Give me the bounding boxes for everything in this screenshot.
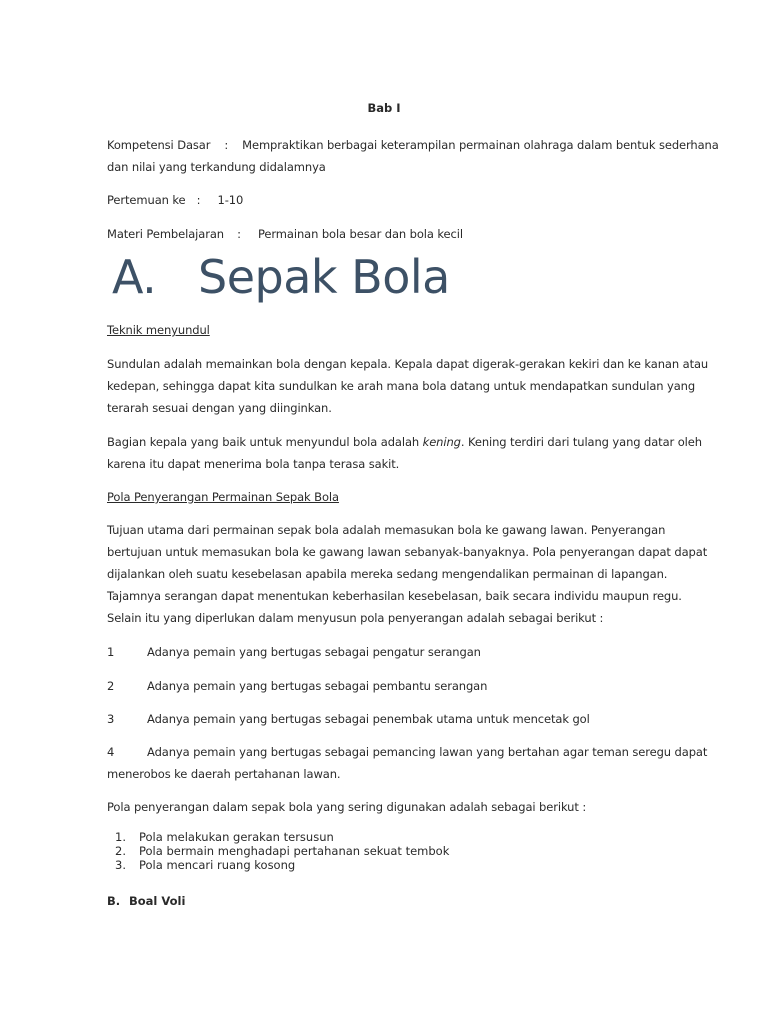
ordered-item-number: 2. [115,844,126,858]
kompetensi-value: Mempraktikan berbagai keterampilan permainan olahraga dalam bentuk sederhana [242,138,719,152]
kompetensi-line [107,138,719,152]
numbered-item-number: 4 [107,745,115,759]
para2-after: . Kening terdiri dari tulang yang datar oleh [460,435,702,449]
numbered-item-text: Adanya pemain yang bertugas sebagai pemancing lawan yang bertahan agar teman seregu dapat [147,745,708,759]
para2-before: Bagian kepala yang baik untuk menyundul bola adalah [107,435,423,449]
numbered-item-number: 2 [107,679,115,693]
ordered-item [115,830,334,844]
kompetensi-value-cont: dan nilai yang terkandung didalamnya [107,160,326,174]
pertemuan-value: 1-10 [217,193,244,207]
para2-italic: kening [422,435,461,449]
pola-intro: Pola penyerangan dalam sepak bola yang sering digunakan adalah sebagai berikut : [107,800,587,814]
numbered-item [107,679,487,693]
section-b-letter: B. [107,894,121,908]
materi-line [107,227,463,241]
numbered-item-cont: menerobos ke daerah pertahanan lawan. [107,767,341,781]
numbered-item-number: 1 [107,645,115,659]
section-a-heading [112,250,450,304]
ordered-item-text: Pola mencari ruang kosong [139,858,296,872]
materi-value: Permainan bola besar dan bola kecil [257,227,463,241]
ordered-item-number: 1. [115,830,126,844]
kompetensi-label: Kompetensi Dasar [107,138,211,152]
para1-line: kedepan, sehingga dapat kita sundulkan ke arah mana bola datang untuk mendapatkan sundulan yang [107,379,696,393]
numbered-item-text: Adanya pemain yang bertugas sebagai pengatur serangan [147,645,481,659]
para3-line: Tajamnya serangan dapat menentukan keberhasilan kesebelasan, baik secara individu maupun regu. [107,589,682,603]
numbered-item-text: Adanya pemain yang bertugas sebagai penembak utama untuk mencetak gol [147,712,590,726]
pola-heading: Pola Penyerangan Permainan Sepak Bola [107,490,339,504]
chapter-title: Bab I [367,101,401,115]
pertemuan-label: Pertemuan ke [107,193,186,207]
section-b-heading [107,894,185,908]
kompetensi-sep: : [224,138,229,152]
ordered-item-number: 3. [115,858,126,872]
ordered-item [115,858,295,872]
para2-line [107,435,702,449]
para3-line: bertujuan untuk memasukan bola ke gawang lawan sebanyak-banyaknya. Pola penyerangan dapat dapat [107,545,708,559]
para3-line: Tujuan utama dari permainan sepak bola adalah memasukan bola ke gawang lawan. Penyerangan [107,523,666,537]
numbered-item-text: Adanya pemain yang bertugas sebagai pembantu serangan [147,679,488,693]
numbered-item-number: 3 [107,712,115,726]
para3-line: Selain itu yang diperlukan dalam menyusun pola penyerangan adalah sebagai berikut : [107,611,604,625]
ordered-item-text: Pola melakukan gerakan tersusun [139,830,334,844]
para1-line: Sundulan adalah memainkan bola dengan kepala. Kepala dapat digerak-gerakan kekiri dan ke kanan atau [107,357,709,371]
pertemuan-sep: : [196,193,201,207]
materi-label: Materi Pembelajaran [107,227,224,241]
para3-line: dijalankan oleh suatu kesebelasan apabila mereka sedang mengendalikan permainan di lapangan. [107,567,668,581]
numbered-item [107,712,590,726]
section-a-letter: A. [112,250,157,304]
ordered-item-text: Pola bermain menghadapi pertahanan sekuat tembok [139,844,450,858]
pertemuan-line [107,193,243,207]
numbered-item [107,745,707,759]
materi-sep: : [237,227,241,241]
numbered-item [107,645,481,659]
para1-line: terarah sesuai dengan yang diinginkan. [107,401,332,415]
section-b-title: Boal Voli [129,894,186,908]
teknik-heading: Teknik menyundul [107,323,210,337]
section-a-title: Sepak Bola [198,250,450,304]
para2-line: karena itu dapat menerima bola tanpa terasa sakit. [107,457,400,471]
ordered-item [115,844,449,858]
